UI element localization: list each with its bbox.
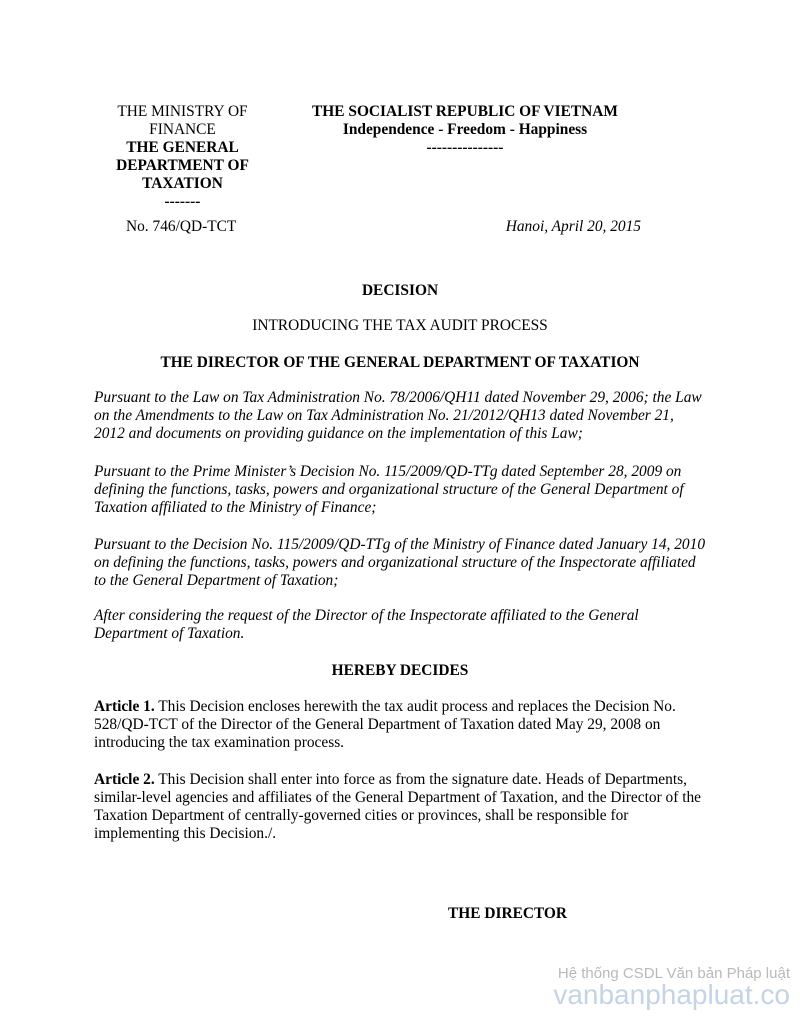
department-line-3: TAXATION — [142, 175, 223, 192]
article-2-label: Article 2. — [94, 771, 155, 788]
issuing-authority: THE DIRECTOR OF THE GENERAL DEPARTMENT OF TAXATION — [160, 354, 640, 371]
issuing-agency-header — [110, 103, 255, 211]
department-line-1: THE GENERAL — [126, 139, 239, 156]
decides-heading: HEREBY DECIDES — [331, 662, 469, 679]
article-1-text: This Decision encloses herewith the tax audit process and replaces the Decision No. 528/QD-TCT of the Director of the General Department of Taxation dated May 29, 2008 on introducing the tax examination process. — [94, 698, 676, 751]
watermark-caption: Hệ thống CSDL Văn bản Pháp luật — [557, 965, 790, 982]
document-title: DECISION — [361, 282, 439, 299]
header-left-divider: ------- — [164, 193, 201, 210]
preamble-paragraph-1: Pursuant to the Law on Tax Administration No. 78/2006/QH11 dated November 29, 2006; the Law on the Amendments to the Law on Tax Administration No. 21/2012/QH13 dated November 21, 2012 and documents on providing guidance on the implementation of this Law; — [94, 389, 702, 442]
document-number: No. 746/QD-TCT — [126, 218, 237, 235]
article-2-text: This Decision shall enter into force as from the signature date. Heads of Departments, similar-level agencies and affiliates of the General Department of Taxation, and the Director of the Taxation Department of centrally-governed cities or provinces, shall be responsible for implementing this Decision./. — [94, 771, 702, 842]
place-and-date: Hanoi, April 20, 2015 — [505, 218, 641, 235]
article-1-label: Article 1. — [94, 698, 155, 715]
country-name: THE SOCIALIST REPUBLIC OF VIETNAM — [312, 103, 618, 120]
ministry-line-1: THE MINISTRY OF — [117, 103, 248, 120]
signer-title: THE DIRECTOR — [448, 905, 568, 922]
preamble-paragraph-3: Pursuant to the Decision No. 115/2009/QD-TTg of the Ministry of Finance dated January 14, 2010 on defining the functions, tasks, powers and organizational structure of the Inspectorate affiliated to the General Department of Taxation; — [94, 536, 706, 589]
article-1 — [94, 698, 706, 752]
ministry-line-2: FINANCE — [149, 121, 216, 138]
preamble-paragraph-2: Pursuant to the Prime Minister’s Decision No. 115/2009/QD-TTg dated September 28, 2009 on defining the functions, tasks, powers and organizational structure of the General Department of Taxation affiliated to the Ministry of Finance; — [94, 463, 684, 516]
watermark-domain: vanbanphapluat.co — [553, 979, 790, 1010]
article-2 — [94, 771, 706, 843]
national-header — [290, 103, 640, 157]
preamble-paragraph-4: After considering the request of the Director of the Inspectorate affiliated to the General Department of Taxation. — [94, 607, 639, 642]
department-line-2: DEPARTMENT OF — [116, 157, 249, 174]
document-subtitle: INTRODUCING THE TAX AUDIT PROCESS — [252, 317, 548, 334]
header-right-divider: --------------- — [426, 139, 504, 156]
national-motto: Independence - Freedom - Happiness — [342, 121, 588, 138]
